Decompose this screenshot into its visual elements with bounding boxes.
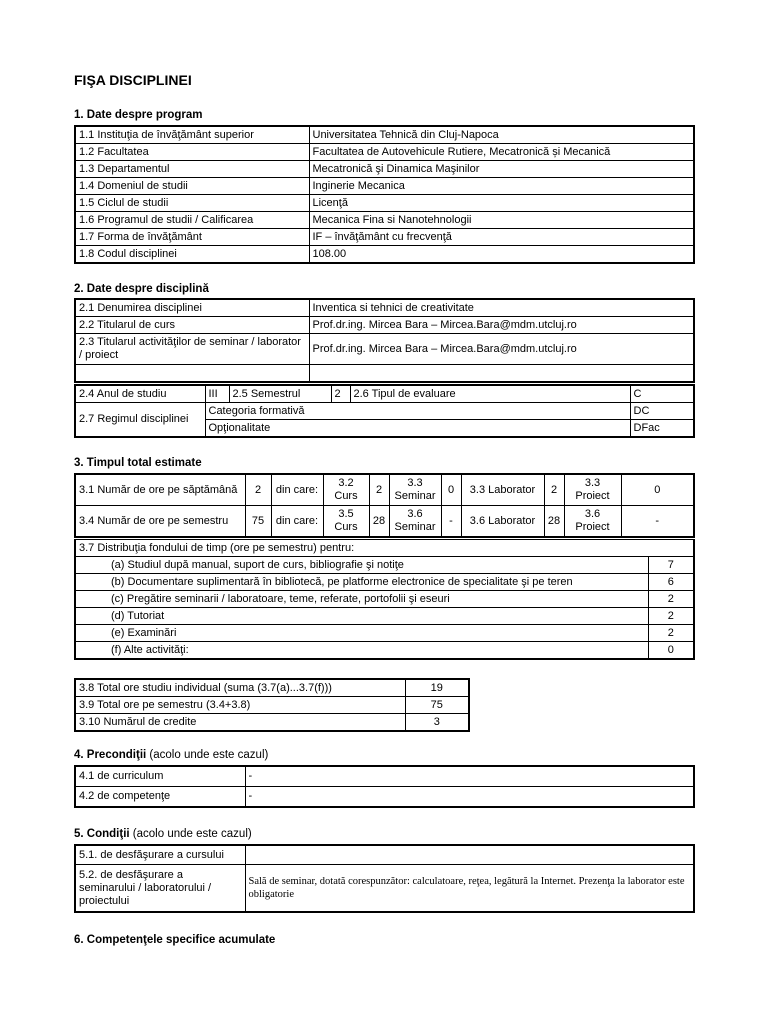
section-5-heading (74, 828, 252, 840)
cell-value: 0 (621, 474, 694, 506)
distribution-item: (f) Alte activităţi: (75, 642, 648, 660)
program-table (74, 125, 695, 264)
totals-table (74, 678, 470, 732)
table-row (75, 679, 469, 697)
cell-value: - (245, 787, 694, 808)
cell-value: 2 (369, 474, 389, 506)
table-row (75, 506, 694, 538)
cell-value: 28 (544, 506, 564, 538)
section-4-title: 4. Precondiţii (74, 749, 147, 761)
distribution-item: (c) Pregătire seminarii / laboratoare, teme, referate, portofolii şi eseuri (75, 591, 648, 608)
section-2-heading: 2. Date despre disciplină (74, 283, 209, 295)
table-row (75, 574, 694, 591)
cell-label: 2.2 Titularul de curs (75, 317, 309, 334)
section-6-heading: 6. Competenţele specifice acumulate (74, 934, 276, 946)
table-row (75, 385, 694, 403)
cell-label: 2.7 Regimul disciplinei (75, 403, 205, 438)
table-row (75, 608, 694, 625)
table-row (75, 229, 694, 246)
distribution-hours: 7 (648, 557, 694, 574)
cell-value: 108.00 (309, 246, 694, 264)
distribution-hours: 0 (648, 642, 694, 660)
cell-label: 4.2 de competenţe (75, 787, 245, 808)
table-row (75, 126, 694, 144)
cell-label: 1.1 Instituţia de învăţământ superior (75, 126, 309, 144)
cell-value: Inventica si tehnici de creativitate (309, 299, 694, 317)
cell-value: 2 (331, 385, 350, 403)
distribution-item: (a) Studiul după manual, suport de curs, bibliografie şi notiţe (75, 557, 648, 574)
distribution-hours: 2 (648, 608, 694, 625)
table-row (75, 403, 694, 420)
total-value: 19 (405, 679, 469, 697)
cell-value: 3.6 Seminar (389, 506, 441, 538)
table-row (75, 642, 694, 660)
section-5-title: 5. Condiţii (74, 828, 130, 840)
total-value: 3 (405, 714, 469, 732)
cell-value: 2 (544, 474, 564, 506)
cell-label: 1.3 Departamentul (75, 161, 309, 178)
table-row (75, 299, 694, 317)
table-row (75, 334, 694, 365)
time-distribution-table (74, 539, 695, 660)
cell-value: DC (630, 403, 694, 420)
cell-label: 3.1 Număr de ore pe săptămână (75, 474, 245, 506)
distribution-item: (d) Tutoriat (75, 608, 648, 625)
section-4-note: (acolo unde este cazul) (149, 749, 269, 761)
cell-value: - (621, 506, 694, 538)
table-row (75, 787, 694, 808)
table-row (75, 365, 694, 383)
cell-value: 3.3 Seminar (389, 474, 441, 506)
table-row (75, 161, 694, 178)
cell-value: DFac (630, 420, 694, 438)
cell-empty (75, 365, 309, 383)
cell-label: 2.5 Semestrul (229, 385, 331, 403)
cell-label: Opţionalitate (205, 420, 630, 438)
cell-label: 1.7 Forma de învăţământ (75, 229, 309, 246)
cell-value: 2 (245, 474, 271, 506)
cell-value: Sală de seminar, dotată corespunzător: calculatoare, reţea, legătură la Internet. Prezenţa la laborator este obligatorie (245, 865, 694, 913)
cell-label: 5.2. de desfăşurare a seminarului / laboratorului / proiectului (75, 865, 245, 913)
section-5-note: (acolo unde este cazul) (132, 828, 252, 840)
table-row (75, 212, 694, 229)
cell-value: Inginerie Mecanica (309, 178, 694, 195)
table-row (75, 540, 694, 557)
cell-value: Mecanica Fina si Nanotehnologii (309, 212, 694, 229)
cell-label: 1.8 Codul disciplinei (75, 246, 309, 264)
table-row (75, 865, 694, 913)
table-row (75, 178, 694, 195)
cell-value: 3.2 Curs (323, 474, 369, 506)
cell-value: Licenţă (309, 195, 694, 212)
cell-label: 1.2 Facultatea (75, 144, 309, 161)
section-3-heading: 3. Timpul total estimate (74, 457, 202, 469)
section-4-heading (74, 749, 268, 761)
discipline-table (74, 298, 695, 383)
cell-label: 5.1. de desfăşurare a cursului (75, 845, 245, 865)
cell-label: 1.4 Domeniul de studii (75, 178, 309, 195)
table-row (75, 625, 694, 642)
cell-value: 3.6 Proiect (564, 506, 621, 538)
table-row (75, 591, 694, 608)
section-1-heading: 1. Date despre program (74, 109, 203, 121)
table-row (75, 317, 694, 334)
total-label: 3.9 Total ore pe semestru (3.4+3.8) (75, 697, 405, 714)
cell-value: 3.3 Laborator (461, 474, 544, 506)
cell-label: 2.1 Denumirea disciplinei (75, 299, 309, 317)
cell-label: 2.4 Anul de studiu (75, 385, 205, 403)
cell-empty (309, 365, 694, 383)
cell-value (245, 845, 694, 865)
cell-value: III (205, 385, 229, 403)
cell-value: Mecatronică şi Dinamica Maşinilor (309, 161, 694, 178)
total-label: 3.8 Total ore studiu individual (suma (3.7(a)...3.7(f))) (75, 679, 405, 697)
cell-label: Categoria formativă (205, 403, 630, 420)
total-label: 3.10 Numărul de credite (75, 714, 405, 732)
cell-label: 4.1 de curriculum (75, 766, 245, 787)
preconditions-table (74, 765, 695, 808)
table-row (75, 474, 694, 506)
table-row (75, 714, 469, 732)
cell-value: - (245, 766, 694, 787)
discipline-details-table (74, 384, 695, 438)
cell-value: C (630, 385, 694, 403)
table-row (75, 144, 694, 161)
cell-value: Prof.dr.ing. Mircea Bara – Mircea.Bara@mdm.utcluj.ro (309, 317, 694, 334)
table-row (75, 246, 694, 264)
cell-value: Prof.dr.ing. Mircea Bara – Mircea.Bara@mdm.utcluj.ro (309, 334, 694, 365)
distribution-hours: 6 (648, 574, 694, 591)
table-row (75, 845, 694, 865)
cell-value: 28 (369, 506, 389, 538)
cell-value: IF – învăţământ cu frecvenţă (309, 229, 694, 246)
document-title: FIŞA DISCIPLINEI (74, 72, 192, 88)
cell-label: 2.3 Titularul activităţilor de seminar / laborator / proiect (75, 334, 309, 365)
cell-value: 3.6 Laborator (461, 506, 544, 538)
cell-value: din care: (271, 506, 323, 538)
cell-value: 3.3 Proiect (564, 474, 621, 506)
cell-value: Facultatea de Autovehicule Rutiere, Mecatronică și Mecanică (309, 144, 694, 161)
cell-label: 2.6 Tipul de evaluare (350, 385, 630, 403)
table-row (75, 697, 469, 714)
cell-label: 1.6 Programul de studii / Calificarea (75, 212, 309, 229)
cell-value: 75 (245, 506, 271, 538)
table-row (75, 557, 694, 574)
conditions-table (74, 844, 695, 913)
cell-value: Universitatea Tehnică din Cluj-Napoca (309, 126, 694, 144)
cell-label: 3.4 Număr de ore pe semestru (75, 506, 245, 538)
cell-value: 0 (441, 474, 461, 506)
distribution-hours: 2 (648, 625, 694, 642)
distribution-item: (b) Documentare suplimentară în bibliotecă, pe platforme electronice de specialitate şi pe teren (75, 574, 648, 591)
distribution-item: (e) Examinări (75, 625, 648, 642)
time-table (74, 473, 695, 538)
table-row (75, 195, 694, 212)
total-value: 75 (405, 697, 469, 714)
distribution-hours: 2 (648, 591, 694, 608)
cell-value: - (441, 506, 461, 538)
table-row (75, 766, 694, 787)
distribution-label: 3.7 Distribuţia fondului de timp (ore pe semestru) pentru: (75, 540, 694, 557)
cell-label: 1.5 Ciclul de studii (75, 195, 309, 212)
cell-value: din care: (271, 474, 323, 506)
cell-value: 3.5 Curs (323, 506, 369, 538)
